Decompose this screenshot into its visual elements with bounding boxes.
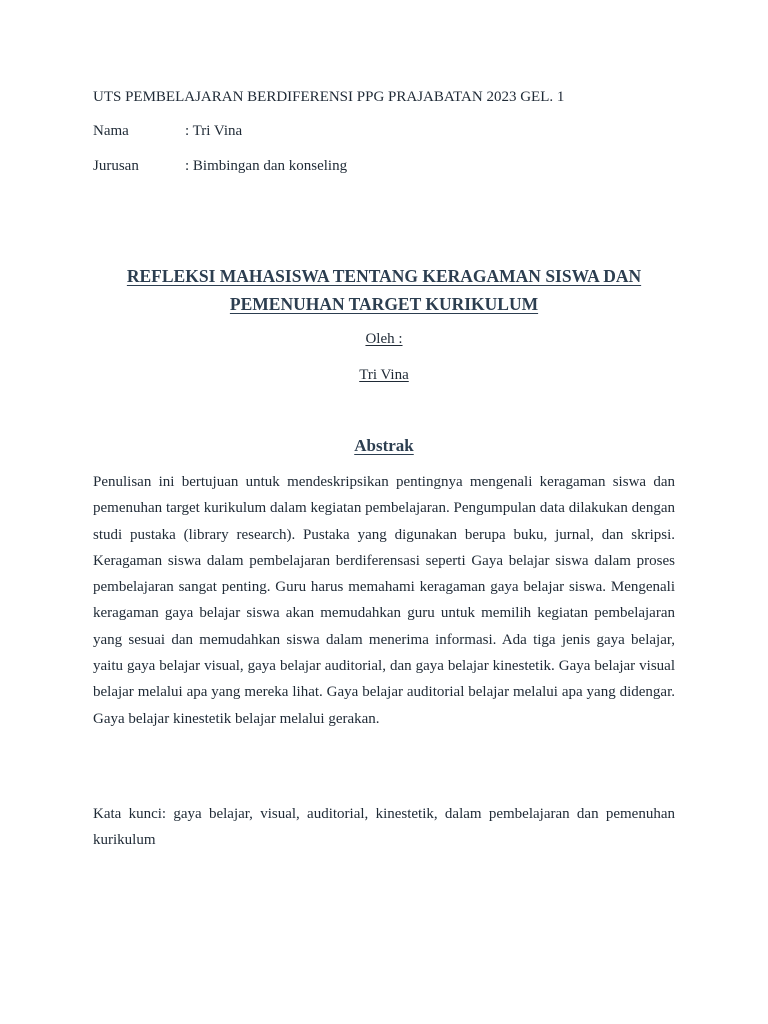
title-line-2: PEMENUHAN TARGET KURIKULUM xyxy=(229,294,539,314)
title-line-1: REFLEKSI MAHASISWA TENTANG KERAGAMAN SISWA DAN xyxy=(126,266,642,286)
abstract-heading xyxy=(93,436,675,456)
keywords: Kata kunci: gaya belajar, visual, auditorial, kinestetik, dalam pembelajaran dan pemenuhan kurikulum xyxy=(93,806,675,849)
abstract-heading-text: Abstrak xyxy=(354,436,414,455)
major-row xyxy=(93,157,347,175)
name-label: Nama xyxy=(93,123,129,139)
abstract-body: Penulisan ini bertujuan untuk mendeskripsikan pentingnya mengenali keragaman siswa dan pemenuhan target kurikulum dalam kegiatan pembelajaran. Pengumpulan data dilakukan dengan studi pustaka (library research). Pustaka yang digunakan berupa buku, jurnal, dan skripsi. Keragaman siswa dalam pembelajaran berdiferensasi seperti Gaya belajar siswa dalam proses pembelajaran sangat penting. Guru harus memahami keragaman gaya belajar siswa. Mengenali keragaman gaya belajar siswa akan memudahkan guru untuk memilih kegiatan pembelajaran yang sesuai dan memudahkan siswa dalam menerima informasi. Ada tiga jenis gaya belajar, yaitu gaya belajar visual, gaya belajar auditorial, dan gaya belajar kinestetik. Gaya belajar visual belajar melalui apa yang mereka lihat. Gaya belajar auditorial belajar melalui apa yang didengar. Gaya belajar kinestetik belajar melalui gerakan. xyxy=(93,474,675,727)
major-value: : Bimbingan dan konseling xyxy=(185,158,348,174)
byline-label-text: Oleh : xyxy=(365,331,403,347)
byline-author xyxy=(93,366,675,384)
byline-author-text: Tri Vina xyxy=(359,367,409,383)
name-value: : Tri Vina xyxy=(185,123,243,139)
exam-title: UTS PEMBELAJARAN BERDIFERENSI PPG PRAJABATAN 2023 GEL. 1 xyxy=(93,89,565,105)
document-title xyxy=(93,262,675,318)
byline-label xyxy=(93,330,675,348)
major-label: Jurusan xyxy=(93,158,139,174)
name-row xyxy=(93,122,242,140)
